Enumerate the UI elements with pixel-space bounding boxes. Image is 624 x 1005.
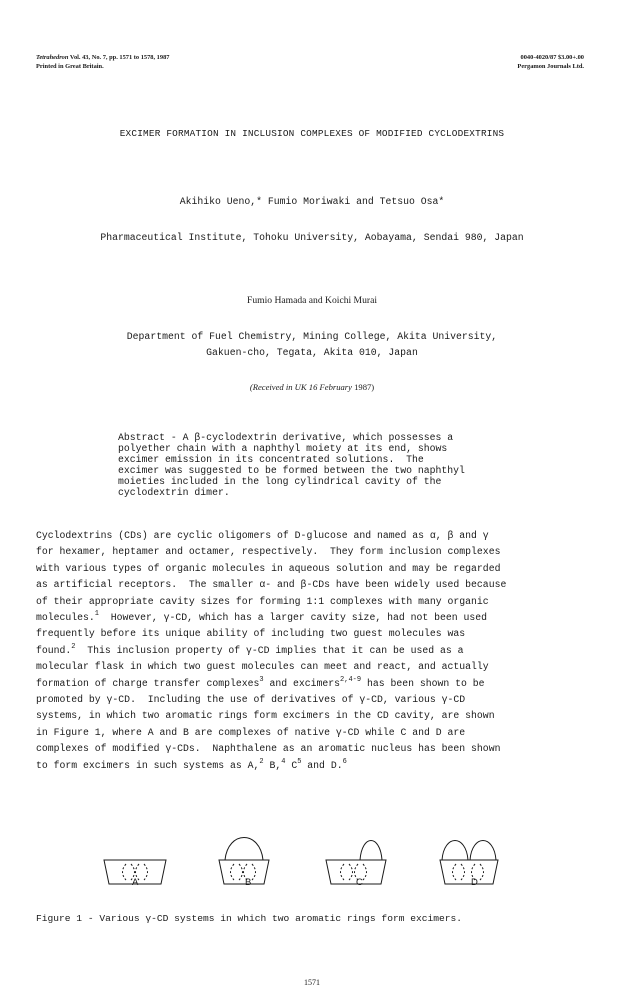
body-text-run: found. bbox=[36, 644, 72, 656]
reference-superscript: 4 bbox=[281, 757, 286, 766]
article-title: EXCIMER FORMATION IN INCLUSION COMPLEXES OF MODIFIED CYCLODEXTRINS bbox=[119, 128, 505, 139]
authors-group-1: Akihiko Ueno,* Fumio Moriwaki and Tetsuo Osa* bbox=[179, 196, 445, 207]
body-line: frequently before its unique ability of including two guest molecules was bbox=[36, 628, 466, 640]
cd-system-b-diagram bbox=[219, 838, 269, 885]
affiliation-2-line-1: Department of Fuel Chemistry, Mining College, Akita University, bbox=[126, 331, 498, 342]
figure-label-a: A bbox=[132, 877, 139, 888]
reference-superscript: 2 bbox=[259, 757, 264, 766]
cd-system-d-diagram bbox=[440, 841, 498, 885]
body-text-run: formation of charge transfer complexes bbox=[36, 677, 260, 689]
body-line: of their appropriate cavity sizes for forming 1:1 complexes with many organic bbox=[36, 595, 489, 607]
body-line bbox=[36, 610, 506, 626]
body-line: Cyclodextrins (CDs) are cyclic oligomers of D-glucose and named as α, β and γ bbox=[36, 530, 489, 541]
received-year: 1987) bbox=[351, 382, 375, 392]
journal-citation bbox=[36, 54, 169, 71]
body-line bbox=[36, 676, 506, 692]
body-text-run: However, γ-CD, which has a larger cavity size, had not been used bbox=[99, 612, 488, 624]
page-number: 1571 bbox=[304, 978, 320, 987]
body-line: with various types of organic molecules in aqueous solution and may be regarded bbox=[36, 562, 501, 574]
abstract: Abstract - A β-cyclodextrin derivative, which possesses a polyether chain with a naphthyl moiety at its end, shows excimer emission in its concentrated solutions. The excimer was suggested to be formed between the two naphthyl moieties included in the long cylindrical cavity of the cyclodextrin dimer. bbox=[118, 432, 465, 498]
body-text-run: and excimers bbox=[263, 677, 341, 689]
figure-label-c: C bbox=[356, 877, 363, 888]
authors-group-2: Fumio Hamada and Koichi Murai bbox=[246, 295, 378, 306]
body-paragraph bbox=[36, 528, 506, 774]
body-line: for hexamer, heptamer and octamer, respectively. They form inclusion complexes bbox=[36, 546, 501, 558]
body-line: in Figure 1, where A and B are complexes of native γ-CD while C and D are bbox=[36, 726, 466, 738]
reference-superscript: 3 bbox=[259, 675, 264, 684]
reference-superscript: 6 bbox=[342, 757, 347, 766]
body-text-run: C bbox=[285, 759, 298, 771]
journal-name: Tetrahedron bbox=[36, 54, 69, 61]
body-line bbox=[36, 643, 506, 659]
body-text-run: This inclusion property of γ-CD implies that it can be used as a bbox=[75, 644, 464, 656]
body-text-run: B, bbox=[263, 759, 282, 771]
figure-label-b: B bbox=[245, 877, 252, 888]
received-day: 16 February bbox=[308, 382, 352, 392]
body-line: molecular flask in which two guest molecules can meet and react, and actually bbox=[36, 661, 489, 673]
printed-in: Printed in Great Britain. bbox=[36, 62, 104, 70]
reference-superscript: 2,4-9 bbox=[340, 675, 362, 684]
body-line: systems, in which two aromatic rings form excimers in the CD cavity, are shown bbox=[36, 710, 495, 722]
body-line: promoted by γ-CD. Including the use of derivatives of γ-CD, various γ-CD bbox=[36, 694, 466, 706]
body-line: as artificial receptors. The smaller α- and β-CDs have been widely used because bbox=[36, 579, 507, 591]
received-date bbox=[0, 382, 624, 392]
body-text-run: molecules. bbox=[36, 612, 95, 624]
figure-1-schematics bbox=[100, 820, 530, 892]
body-text-run: has been shown to be bbox=[361, 677, 485, 689]
body-text-run: and D. bbox=[301, 759, 343, 771]
body-line: complexes of modified γ-CDs. Naphthalene as an aromatic nucleus has been shown bbox=[36, 743, 501, 755]
journal-volume: Vol. 43, No. 7, pp. 1571 to 1578, 1987 bbox=[68, 54, 170, 61]
body-line bbox=[36, 758, 506, 774]
body-text-run: to form excimers in such systems as A, bbox=[36, 759, 260, 771]
reference-superscript: 2 bbox=[71, 642, 76, 651]
reference-superscript: 1 bbox=[94, 610, 99, 619]
received-prefix: (Received in UK bbox=[249, 382, 309, 392]
figure-label-d: D bbox=[471, 877, 478, 888]
publisher-name: Pergamon Journals Ltd. bbox=[517, 62, 584, 70]
affiliation-2-line-2: Gakuen-cho, Tegata, Akita 010, Japan bbox=[206, 347, 418, 358]
issn-price: 0040-4020/87 $3.00+.00 bbox=[520, 54, 584, 61]
figure-caption: Figure 1 - Various γ-CD systems in which two aromatic rings form excimers. bbox=[36, 913, 463, 924]
reference-superscript: 5 bbox=[297, 757, 302, 766]
affiliation-1: Pharmaceutical Institute, Tohoku University, Aobayama, Sendai 980, Japan bbox=[100, 232, 524, 243]
publisher-info bbox=[517, 54, 584, 71]
